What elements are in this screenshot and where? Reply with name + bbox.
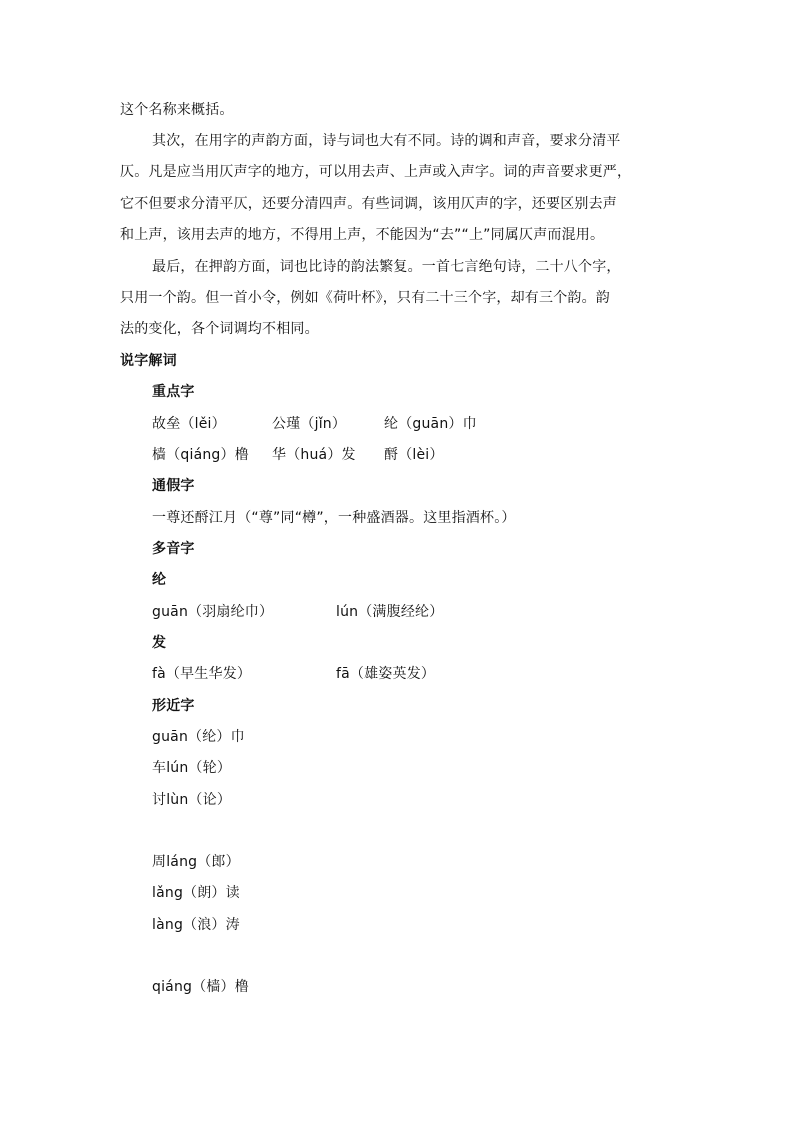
similar-item: qiáng（樯）橹: [152, 979, 249, 995]
tone-paragraph-line-4: 和上声，该用去声的地方，不得用上声，不能因为“去”“上”同属仄声而混用。: [120, 227, 605, 243]
key-char-gulei: 故垒（lěi）: [152, 416, 226, 432]
rhyme-paragraph-line-3: 法的变化，各个词调均不相同。: [120, 321, 319, 337]
similar-item: lǎng（朗）读: [152, 885, 240, 901]
similar-item: làng（浪）涛: [152, 917, 240, 933]
polyphonic-char-fa: 发: [152, 635, 167, 651]
rhyme-paragraph-line-1: 最后，在押韵方面，词也比诗的韵法繁复。一首七言绝句诗，二十八个字，: [152, 259, 621, 275]
polyphonic-reading-fa4: fà（早生华发）: [152, 666, 252, 682]
tone-paragraph-line-3: 它不但要求分清平仄，还要分清四声。有些词调，该用仄声的字，还要区别去声: [120, 196, 617, 212]
intro-line: 这个名称来概括。: [120, 102, 234, 118]
similar-item: guān（纶）巾: [152, 729, 245, 745]
similar-item: 周láng（郎）: [152, 854, 240, 870]
similar-item: 车lún（轮）: [152, 760, 232, 776]
rhyme-paragraph-line-2: 只用一个韵。但一首小令，例如《荷叶杯》，只有二十三个字，却有三个韵。韵: [120, 290, 610, 306]
key-char-qianglu: 樯（qiáng）橹: [152, 447, 249, 463]
similar-heading: 形近字: [152, 698, 195, 714]
key-char-gongjin: 公瑾（jǐn）: [272, 416, 347, 432]
polyphonic-reading-fa1: fā（雄姿英发）: [336, 666, 436, 682]
key-char-lei: 酹（lèi）: [384, 447, 444, 463]
polyphonic-heading: 多音字: [152, 541, 195, 557]
key-char-huafa: 华（huá）发: [272, 447, 356, 463]
similar-item: 讨lùn（论）: [152, 792, 232, 808]
tone-paragraph-line-2: 仄。凡是应当用仄声字的地方，可以用去声、上声或入声字。词的声音要求更严，: [120, 164, 632, 180]
polyphonic-char-lun: 纶: [152, 572, 167, 588]
polyphonic-reading-lun: lún（满腹经纶）: [336, 604, 444, 620]
section-title: 说字解词: [120, 353, 177, 369]
key-char-guanjin: 纶（guān）巾: [384, 416, 477, 432]
key-chars-heading: 重点字: [152, 384, 195, 400]
loan-text: 一尊还酹江月（“尊”同“樽”，一种盛酒器。这里指酒杯。）: [152, 510, 516, 526]
polyphonic-reading-guan: guān（羽扇纶巾）: [152, 604, 274, 620]
tone-paragraph-line-1: 其次，在用字的声韵方面，诗与词也大有不同。诗的调和声音，要求分清平: [152, 133, 621, 149]
loan-heading: 通假字: [152, 478, 195, 494]
